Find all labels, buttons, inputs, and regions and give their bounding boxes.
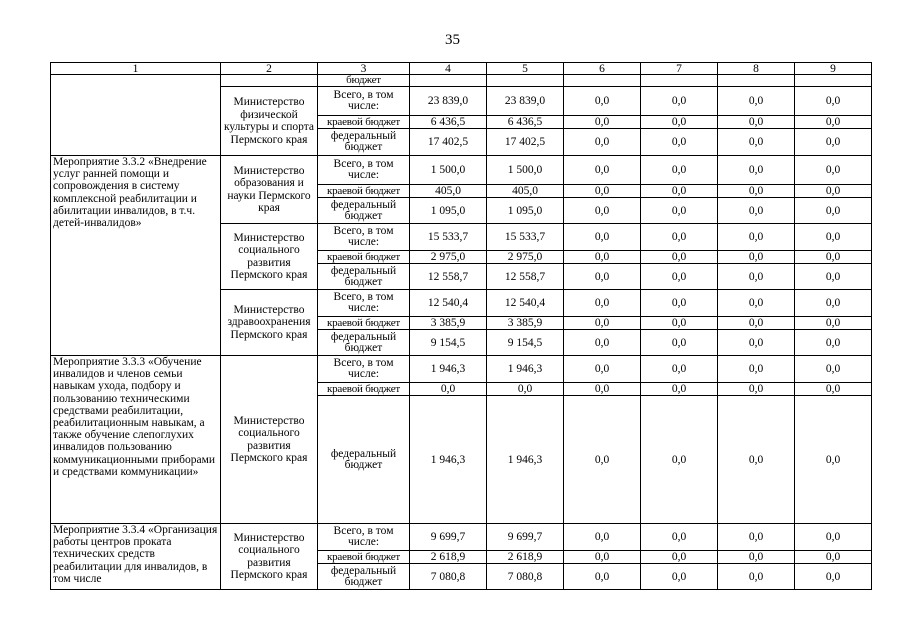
executor-cell: Министерство здравоохранения Пермского края [221, 290, 318, 356]
source-cell: федеральный бюджет [318, 198, 410, 224]
value-cell: 17 402,5 [410, 129, 487, 156]
value-cell: 0,0 [641, 129, 718, 156]
value-cell: 0,0 [487, 383, 564, 396]
table-row [51, 156, 872, 185]
value-cell: 0,0 [641, 198, 718, 224]
value-cell: 0,0 [564, 356, 641, 383]
source-cell: Всего, в том числе: [318, 87, 410, 116]
header-cell: 6 [564, 63, 641, 75]
source-cell: Всего, в том числе: [318, 156, 410, 185]
source-cell: краевой бюджет [318, 383, 410, 396]
value-cell: 7 080,8 [487, 564, 564, 590]
value-cell: 0,0 [795, 116, 872, 129]
value-cell: 0,0 [641, 224, 718, 251]
header-cell: 3 [318, 63, 410, 75]
value-cell: 0,0 [564, 224, 641, 251]
executor-cell-empty [221, 75, 318, 87]
value-cell: 0,0 [718, 116, 795, 129]
value-cell: 0,0 [641, 551, 718, 564]
value-cell: 9 154,5 [487, 330, 564, 356]
value-cell: 0,0 [641, 564, 718, 590]
value-cell: 0,0 [564, 185, 641, 198]
budget-table [50, 62, 872, 590]
executor-cell: Министерство образования и науки Пермского края [221, 156, 318, 224]
value-cell: 2 975,0 [410, 251, 487, 264]
value-cell: 0,0 [641, 264, 718, 290]
source-cell: Всего, в том числе: [318, 224, 410, 251]
value-cell: 1 500,0 [410, 156, 487, 185]
value-cell: 0,0 [795, 317, 872, 330]
value-cell: 17 402,5 [487, 129, 564, 156]
table-row [51, 524, 872, 551]
value-cell: 0,0 [564, 330, 641, 356]
value-cell: 0,0 [795, 224, 872, 251]
source-cell: федеральный бюджет [318, 264, 410, 290]
value-cell: 0,0 [795, 564, 872, 590]
value-cell: 0,0 [718, 198, 795, 224]
value-cell: 0,0 [564, 551, 641, 564]
value-cell: 0,0 [641, 396, 718, 524]
value-cell: 3 385,9 [487, 317, 564, 330]
source-cell: краевой бюджет [318, 116, 410, 129]
value-cell: 0,0 [718, 224, 795, 251]
value-cell: 0,0 [795, 129, 872, 156]
value-cell: 2 975,0 [487, 251, 564, 264]
value-cell: 15 533,7 [410, 224, 487, 251]
value-cell: 0,0 [564, 290, 641, 317]
value-cell: 1 946,3 [410, 356, 487, 383]
value-cell: 0,0 [718, 356, 795, 383]
value-cell: 0,0 [641, 290, 718, 317]
value-cell: 0,0 [564, 524, 641, 551]
value-cell: 0,0 [564, 156, 641, 185]
value-cell: 0,0 [795, 356, 872, 383]
header-cell: 2 [221, 63, 318, 75]
value-cell: 405,0 [410, 185, 487, 198]
header-cell: 9 [795, 63, 872, 75]
value-cell: 0,0 [718, 317, 795, 330]
value-cell: 0,0 [795, 290, 872, 317]
value-cell: 0,0 [795, 396, 872, 524]
value-cell: 0,0 [410, 383, 487, 396]
value-cell: 7 080,8 [410, 564, 487, 590]
header-cell: 7 [641, 63, 718, 75]
source-cell: федеральный бюджет [318, 396, 410, 524]
value-cell: 6 436,5 [487, 116, 564, 129]
header-cell: 5 [487, 63, 564, 75]
source-cell: Всего, в том числе: [318, 356, 410, 383]
source-cell: федеральный бюджет [318, 330, 410, 356]
value-cell: 0,0 [795, 198, 872, 224]
value-cell: 9 699,7 [410, 524, 487, 551]
value-cell: 2 618,9 [410, 551, 487, 564]
value-cell: 0,0 [564, 564, 641, 590]
value-cell: 0,0 [718, 264, 795, 290]
source-cell: бюджет [318, 75, 410, 87]
value-cell: 1 095,0 [487, 198, 564, 224]
page-number: 35 [445, 32, 460, 48]
value-cell: 0,0 [718, 156, 795, 185]
value-cell: 0,0 [795, 330, 872, 356]
event-cell-empty [51, 75, 221, 156]
executor-cell: Министерство социального развития Пермского края [221, 224, 318, 290]
value-cell: 1 946,3 [487, 356, 564, 383]
value-cell: 0,0 [641, 317, 718, 330]
value-cell: 23 839,0 [410, 87, 487, 116]
value-cell: 0,0 [641, 330, 718, 356]
value-cell: 0,0 [795, 185, 872, 198]
value-cell: 2 618,9 [487, 551, 564, 564]
value-cell: 9 699,7 [487, 524, 564, 551]
value-cell: 0,0 [718, 251, 795, 264]
header-cell: 4 [410, 63, 487, 75]
header-cell: 8 [718, 63, 795, 75]
source-cell: краевой бюджет [318, 185, 410, 198]
value-cell: 0,0 [718, 383, 795, 396]
value-cell: 12 540,4 [410, 290, 487, 317]
value-cell: 0,0 [641, 524, 718, 551]
value-cell: 0,0 [795, 156, 872, 185]
executor-cell: Министерство социального развития Пермского края [221, 524, 318, 590]
value-cell: 0,0 [641, 383, 718, 396]
source-cell: краевой бюджет [318, 551, 410, 564]
value-cell: 0,0 [795, 251, 872, 264]
value-cell: 0,0 [795, 524, 872, 551]
value-cell: 0,0 [564, 251, 641, 264]
value-cell: 0,0 [795, 87, 872, 116]
value-cell: 12 558,7 [410, 264, 487, 290]
value-cell: 1 946,3 [487, 396, 564, 524]
value-cell: 0,0 [795, 264, 872, 290]
value-cell: 12 540,4 [487, 290, 564, 317]
value-cell: 0,0 [718, 185, 795, 198]
value-cell: 0,0 [564, 87, 641, 116]
table-row [51, 75, 872, 87]
value-cell: 3 385,9 [410, 317, 487, 330]
source-cell: краевой бюджет [318, 251, 410, 264]
value-cell: 405,0 [487, 185, 564, 198]
value-cell: 0,0 [718, 396, 795, 524]
value-cell: 0,0 [564, 198, 641, 224]
value-cell: 0,0 [564, 383, 641, 396]
executor-cell: Министерство физической культуры и спорта Пермского края [221, 87, 318, 156]
event-name-cell: Мероприятие 3.3.2 «Внедрение услуг ранней помощи и сопровождения в систему комплексной реабилитации и абилитации инвалидов, в т.ч. детей-инвалидов» [51, 156, 221, 356]
value-cell: 0,0 [641, 87, 718, 116]
value-cell: 12 558,7 [487, 264, 564, 290]
value-cell: 0,0 [641, 156, 718, 185]
value-cell: 0,0 [564, 317, 641, 330]
event-name-cell: Мероприятие 3.3.3 «Обучение инвалидов и членов семьи навыкам ухода, подбору и пользованию техническими средствами реабилитации, реабилитационным навыкам, а также обучение слепоглухих инвалидов пользованию коммуникационными приборами и средствами коммуникации» [51, 356, 221, 524]
value-cell: 9 154,5 [410, 330, 487, 356]
value-cell: 0,0 [795, 551, 872, 564]
source-cell: федеральный бюджет [318, 129, 410, 156]
value-cell: 1 946,3 [410, 396, 487, 524]
value-cell: 0,0 [564, 396, 641, 524]
executor-cell: Министерство социального развития Пермского края [221, 356, 318, 524]
header-row [51, 63, 872, 75]
source-cell: федеральный бюджет [318, 564, 410, 590]
value-cell: 0,0 [641, 251, 718, 264]
value-cell: 0,0 [564, 129, 641, 156]
value-cell: 15 533,7 [487, 224, 564, 251]
value-cell: 0,0 [718, 551, 795, 564]
source-cell: краевой бюджет [318, 317, 410, 330]
value-cell: 0,0 [795, 383, 872, 396]
source-cell: Всего, в том числе: [318, 524, 410, 551]
table-row [51, 356, 872, 383]
source-cell: Всего, в том числе: [318, 290, 410, 317]
value-cell: 0,0 [718, 87, 795, 116]
value-cell: 0,0 [718, 524, 795, 551]
value-cell: 23 839,0 [487, 87, 564, 116]
value-cell: 0,0 [564, 264, 641, 290]
value-cell: 1 500,0 [487, 156, 564, 185]
value-cell: 0,0 [718, 290, 795, 317]
value-cell: 0,0 [718, 129, 795, 156]
header-cell: 1 [51, 63, 221, 75]
value-cell: 6 436,5 [410, 116, 487, 129]
value-cell: 0,0 [564, 116, 641, 129]
value-cell: 0,0 [718, 564, 795, 590]
value-cell: 0,0 [641, 116, 718, 129]
event-name-cell: Мероприятие 3.3.4 «Организация работы центров проката технических средств реабилитации для инвалидов, в том числе [51, 524, 221, 590]
value-cell: 1 095,0 [410, 198, 487, 224]
value-cell: 0,0 [718, 330, 795, 356]
value-cell: 0,0 [641, 185, 718, 198]
value-cell: 0,0 [641, 356, 718, 383]
